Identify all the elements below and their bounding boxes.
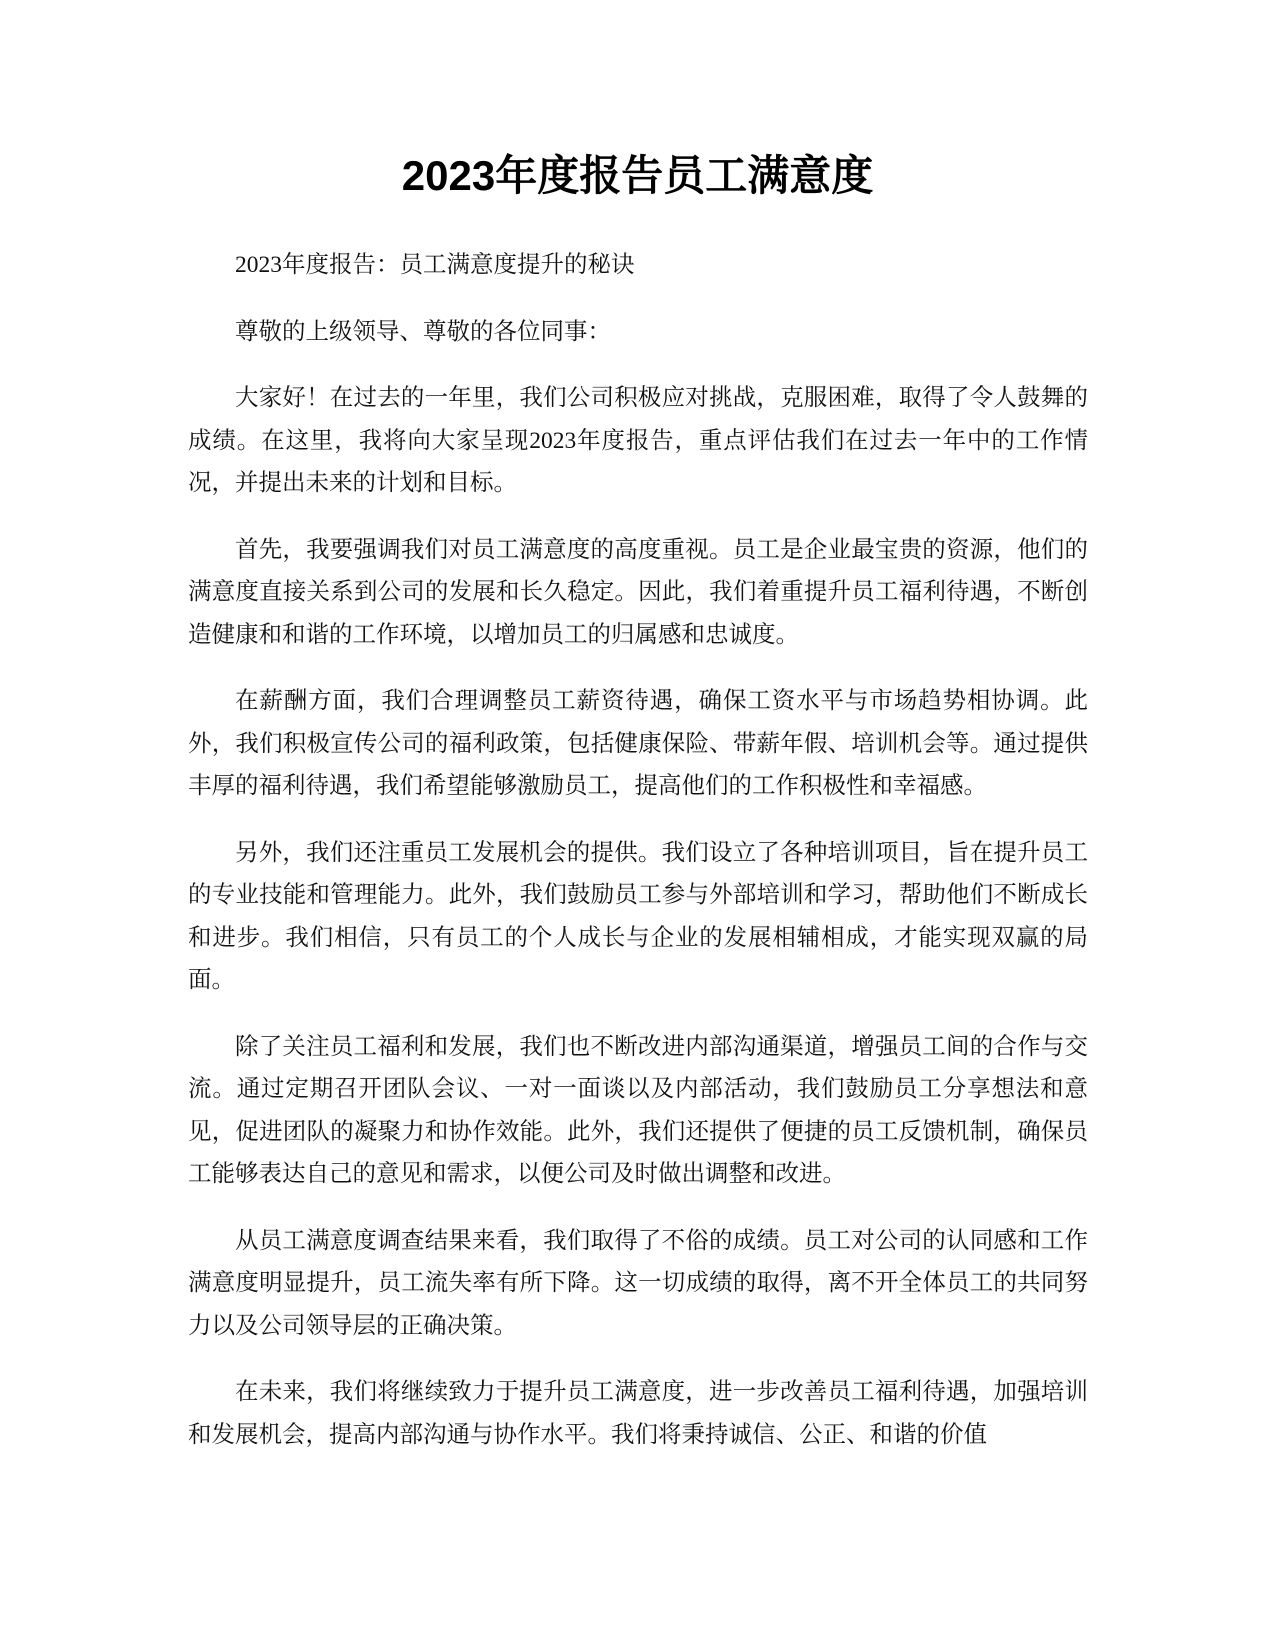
paragraph-satisfaction: 首先，我要强调我们对员工满意度的高度重视。员工是企业最宝贵的资源，他们的满意度直接关系到公司的发展和长久稳定。因此，我们着重提升员工福利待遇，不断创造健康和和谐的工作环境，以增加员工的归属感和忠诚度。: [188, 536, 1088, 648]
paragraph-future: 在未来，我们将继续致力于提升员工满意度，进一步改善员工福利待遇，加强培训和发展机会，提高内部沟通与协作水平。我们将秉持诚信、公正、和谐的价值: [188, 1379, 1088, 1448]
document-title: 2023年度报告员工满意度: [401, 152, 874, 199]
paragraph-compensation: 在薪酬方面，我们合理调整员工薪资待遇，确保工资水平与市场趋势相协调。此外，我们积极宣传公司的福利政策，包括健康保险、带薪年假、培训机会等。通过提供丰厚的福利待遇，我们希望能够激励员工，提高他们的工作积极性和幸福感。: [188, 688, 1088, 799]
paragraph-salutation: 尊敬的上级领导、尊敬的各位同事：: [235, 318, 611, 345]
paragraph-development: 另外，我们还注重员工发展机会的提供。我们设立了各种培训项目，旨在提升员工的专业技能和管理能力。此外，我们鼓励员工参与外部培训和学习，帮助他们不断成长和进步。我们相信，只有员工的个人成长与企业的发展相辅相成，才能实现双赢的局面。: [188, 839, 1088, 993]
document-body: [188, 244, 1088, 1480]
paragraph-communication: 除了关注员工福利和发展，我们也不断改进内部沟通渠道，增强员工间的合作与交流。通过定期召开团队会议、一对一面谈以及内部活动，我们鼓励员工分享想法和意见，促进团队的凝聚力和协作效能。此外，我们还提供了便捷的员工反馈机制，确保员工能够表达自己的意见和需求，以便公司及时做出调整和改进。: [188, 1033, 1088, 1187]
paragraph-survey-results: 从员工满意度调查结果来看，我们取得了不俗的成绩。员工对公司的认同感和工作满意度明显提升，员工流失率有所下降。这一切成绩的取得，离不开全体员工的共同努力以及公司领导层的正确决策。: [188, 1227, 1088, 1339]
paragraph-greeting: 大家好！在过去的一年里，我们公司积极应对挑战，克服困难，取得了令人鼓舞的成绩。在这里，我将向大家呈现2023年度报告，重点评估我们在过去一年中的工作情况，并提出未来的计划和目标。: [188, 385, 1088, 496]
paragraph-subtitle: 2023年度报告：员工满意度提升的秘诀: [235, 252, 635, 278]
